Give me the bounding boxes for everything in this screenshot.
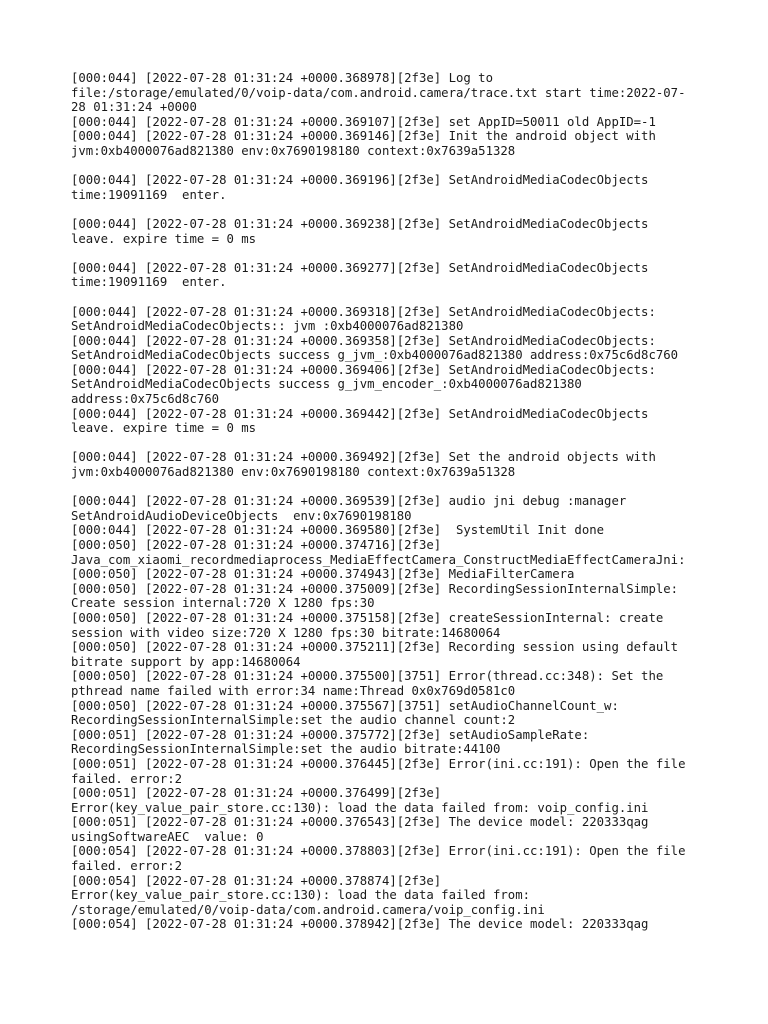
blank-line bbox=[71, 202, 711, 217]
log-line: pthread name failed with error:34 name:Thread 0x0x769d0581c0 bbox=[71, 683, 516, 698]
log-line: Error(key_value_pair_store.cc:130): load the data failed from: bbox=[71, 888, 531, 903]
blank-line bbox=[71, 290, 711, 305]
log-line: jvm:0xb4000076ad821380 env:0x7690198180 context:0x7639a51328 bbox=[71, 143, 516, 158]
log-line: file:/storage/emulated/0/voip-data/com.android.camera/trace.txt start time:2022-07- bbox=[71, 85, 686, 100]
log-line: [000:044] [2022-07-28 01:31:24 +0000.369358][2f3e] SetAndroidMediaCodecObjects: bbox=[71, 333, 656, 348]
log-line: [000:044] [2022-07-28 01:31:24 +0000.368978][2f3e] Log to bbox=[71, 71, 493, 85]
log-line: [000:050] [2022-07-28 01:31:24 +0000.375211][2f3e] Recording session using default bbox=[71, 640, 679, 655]
log-line: leave. expire time = 0 ms bbox=[71, 231, 257, 246]
log-line: [000:050] [2022-07-28 01:31:24 +0000.375009][2f3e] RecordingSessionInternalSimple: bbox=[71, 581, 679, 596]
log-line: [000:051] [2022-07-28 01:31:24 +0000.376445][2f3e] Error(ini.cc:191): Open the file bbox=[71, 756, 686, 771]
log-line: [000:054] [2022-07-28 01:31:24 +0000.378942][2f3e] The device model: 220333qag bbox=[71, 917, 649, 932]
log-line: [000:050] [2022-07-28 01:31:24 +0000.375500][3751] Error(thread.cc:348): Set the bbox=[71, 669, 664, 684]
log-line: time:19091169 enter. bbox=[71, 187, 227, 202]
blank-line bbox=[71, 246, 711, 261]
log-line: SetAndroidMediaCodecObjects success g_jvm_:0xb4000076ad821380 address:0x75c6d8c760 bbox=[71, 348, 679, 363]
log-line: [000:050] [2022-07-28 01:31:24 +0000.375158][2f3e] createSessionInternal: create bbox=[71, 610, 664, 625]
log-line: Create session internal:720 X 1280 fps:30 bbox=[71, 596, 375, 611]
log-line: failed. error:2 bbox=[71, 859, 183, 874]
log-line: [000:044] [2022-07-28 01:31:24 +0000.369107][2f3e] set AppID=50011 old AppID=-1 bbox=[71, 114, 656, 129]
log-line: [000:044] [2022-07-28 01:31:24 +0000.369539][2f3e] audio jni debug :manager bbox=[71, 494, 627, 509]
blank-line bbox=[71, 436, 711, 451]
log-line: [000:044] [2022-07-28 01:31:24 +0000.369406][2f3e] SetAndroidMediaCodecObjects: bbox=[71, 362, 656, 377]
log-line: [000:051] [2022-07-28 01:31:24 +0000.375772][2f3e] setAudioSampleRate: bbox=[71, 727, 590, 742]
log-line: [000:044] [2022-07-28 01:31:24 +0000.369492][2f3e] Set the android objects with bbox=[71, 450, 656, 465]
log-line: [000:054] [2022-07-28 01:31:24 +0000.378803][2f3e] Error(ini.cc:191): Open the file bbox=[71, 844, 686, 859]
log-line: [000:054] [2022-07-28 01:31:24 +0000.378874][2f3e] bbox=[71, 873, 442, 888]
log-line: jvm:0xb4000076ad821380 env:0x7690198180 context:0x7639a51328 bbox=[71, 465, 516, 480]
log-line: [000:044] [2022-07-28 01:31:24 +0000.369442][2f3e] SetAndroidMediaCodecObjects bbox=[71, 406, 649, 421]
log-line: SetAndroidAudioDeviceObjects env:0x7690198180 bbox=[71, 508, 412, 523]
blank-line bbox=[71, 159, 711, 174]
log-line: /storage/emulated/0/voip-data/com.android.camera/voip_config.ini bbox=[71, 902, 545, 917]
log-line: [000:044] [2022-07-28 01:31:24 +0000.369196][2f3e] SetAndroidMediaCodecObjects bbox=[71, 173, 649, 188]
blank-line bbox=[71, 480, 711, 495]
log-line: [000:051] [2022-07-28 01:31:24 +0000.376543][2f3e] The device model: 220333qag bbox=[71, 815, 649, 830]
log-line: [000:051] [2022-07-28 01:31:24 +0000.376499][2f3e] bbox=[71, 786, 442, 801]
log-line: [000:044] [2022-07-28 01:31:24 +0000.369238][2f3e] SetAndroidMediaCodecObjects bbox=[71, 216, 649, 231]
log-line: session with video size:720 X 1280 fps:30 bitrate:14680064 bbox=[71, 625, 501, 640]
log-line: [000:050] [2022-07-28 01:31:24 +0000.374716][2f3e] bbox=[71, 538, 442, 552]
log-line: address:0x75c6d8c760 bbox=[71, 392, 220, 407]
log-line: [000:044] [2022-07-28 01:31:24 +0000.369580][2f3e] SystemUtil Init done bbox=[71, 523, 605, 538]
log-line: Java_com_xiaomi_recordmediaprocess_MediaEffectCamera_ConstructMediaEffectCameraJni: bbox=[71, 552, 686, 567]
log-line: usingSoftwareAEC value: 0 bbox=[71, 829, 264, 844]
log-line: [000:050] [2022-07-28 01:31:24 +0000.375567][3751] setAudioChannelCount_w: bbox=[71, 698, 619, 713]
log-line: leave. expire time = 0 ms bbox=[71, 421, 257, 436]
log-line: [000:044] [2022-07-28 01:31:24 +0000.369318][2f3e] SetAndroidMediaCodecObjects: bbox=[71, 304, 656, 319]
log-line: Error(key_value_pair_store.cc:130): load the data failed from: voip_config.ini bbox=[71, 800, 649, 815]
log-line: SetAndroidMediaCodecObjects success g_jvm_encoder_:0xb4000076ad821380 bbox=[71, 377, 582, 392]
log-line: [000:044] [2022-07-28 01:31:24 +0000.369277][2f3e] SetAndroidMediaCodecObjects bbox=[71, 260, 649, 275]
log-line: 28 01:31:24 +0000 bbox=[71, 100, 197, 115]
log-line: SetAndroidMediaCodecObjects:: jvm :0xb4000076ad821380 bbox=[71, 319, 464, 334]
log-line: failed. error:2 bbox=[71, 771, 183, 786]
log-line: RecordingSessionInternalSimple:set the audio channel count:2 bbox=[71, 713, 516, 728]
log-line: time:19091169 enter. bbox=[71, 275, 227, 290]
log-line: RecordingSessionInternalSimple:set the audio bitrate:44100 bbox=[71, 742, 501, 757]
log-line: [000:044] [2022-07-28 01:31:24 +0000.369146][2f3e] Init the android object with bbox=[71, 129, 656, 144]
log-text-block bbox=[71, 71, 711, 932]
log-line: [000:050] [2022-07-28 01:31:24 +0000.374943][2f3e] MediaFilterCamera bbox=[71, 567, 575, 582]
log-line: bitrate support by app:14680064 bbox=[71, 654, 301, 669]
